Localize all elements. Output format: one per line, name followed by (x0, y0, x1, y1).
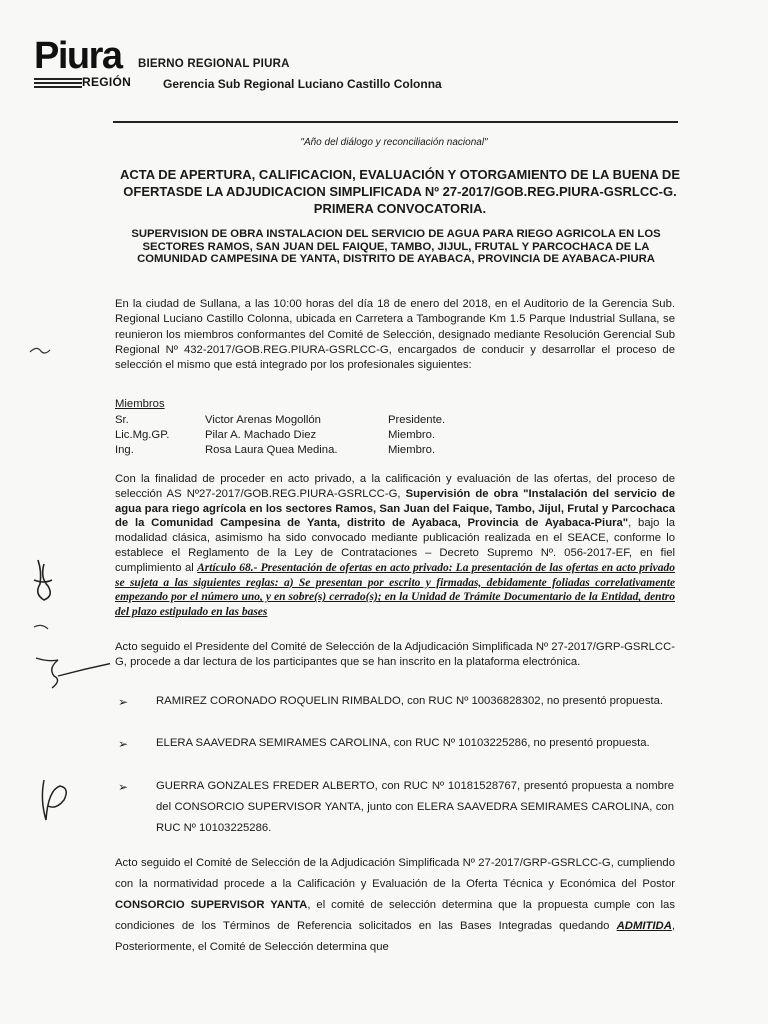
initial-mark (30, 348, 50, 353)
logo-wordmark: Piura (34, 35, 122, 77)
admitted-status: ADMITIDA (616, 920, 672, 932)
evaluation-text-cont: , el comité de selección determina que la propuesta cumple con las condiciones de los Términos de Referencia solicitados en las Bases Integradas quedando (115, 899, 675, 932)
arrow-bullet-icon: ➢ (118, 780, 129, 794)
member-title: Ing. (115, 444, 134, 456)
evaluation-text: Acto seguido el Comité de Selección de la Adjudicación Simplificada Nº 27-2017/GRP-GSRLCC-G, cumpliendo con la normatividad procede a la Calificación y Evaluación de la Oferta Técnica y Económica del Postor (115, 857, 675, 890)
member-role: Miembro. (388, 444, 436, 456)
signature-mark (36, 658, 110, 688)
article-68-citation: Artículo 68.- Presentación de ofertas en acto privado: La presentación de las ofertas en acto privado se sujeta a las siguientes reglas: a) Se presentan por escrito y firmadas, debidamente foliadas correlativamente empezando por el número uno, y en sobre(s) cerrado(s); en la Unidad de Trámite Documentario de la Entidad, dentro del plazo estipulado en las bases (115, 561, 676, 619)
purpose-text-cont: , bajo la modalidad clásica, asimismo ha sido convocado mediante publicación realizada en el SEACE, conforme lo establece el Reglamento de la Ley de Contrataciones – Decreto Supremo Nº. 056-2017-EF, en fiel cumplimiento al (115, 517, 675, 574)
project-name: Supervisión de obra "Instalación del servicio de agua para riego agrícola en los sectores Ramos, San Juan del Faique, Tambo, Jijul, Frutal y Parcochaca de la Comunidad Campesina de Yanta, distrito de Ayabaca, Provincia de Ayabaca-Piura" (115, 487, 676, 530)
signature-mark (42, 780, 66, 820)
member-name: Victor Arenas Mogollón (205, 414, 321, 426)
evaluation-text-end: , Posteriormente, el Comité de Selección determina que (115, 920, 675, 953)
participant-text: ELERA SAAVEDRA SEMIRAMES CAROLINA, con RUC Nº 10103225286, no presentó propuesta. (156, 737, 650, 749)
member-title: Sr. (115, 414, 129, 426)
purpose-paragraph (115, 472, 675, 620)
arrow-bullet-icon: ➢ (118, 695, 129, 709)
purpose-text: Con la finalidad de proceder en acto privado, a la calificación y evaluación de las ofertas, del proceso de selección AS Nº27-2017/GOB.REG.PIURA-GSRLCC-G, (115, 473, 675, 500)
member-row (115, 414, 515, 429)
member-role: Presidente. (388, 414, 446, 426)
arrow-bullet-icon: ➢ (118, 737, 129, 751)
bidder-name: CONSORCIO SUPERVISOR YANTA (115, 899, 308, 911)
document-subtitle: SUPERVISION DE OBRA INSTALACION DEL SERVICIO DE AGUA PARA RIEGO AGRICOLA EN LOS SECTORES RAMOS, SAN JUAN DEL FAIQUE, TAMBO, JIJUL, FRUTAL Y PARCOCHACA DE LA COMUNIDAD CAMPESINA DE YANTA, DISTRITO DE AYABACA, PROVINCIA DE AYABACA-PIURA (131, 228, 661, 265)
year-motto: "Año del diálogo y reconciliación nacional" (300, 137, 488, 148)
member-row (115, 429, 515, 444)
sub-office-name: Gerencia Sub Regional Luciano Castillo Colonna (163, 77, 442, 91)
signature-mark (34, 560, 52, 600)
header-divider (113, 121, 678, 123)
handwritten-initials (0, 0, 110, 1024)
member-row (115, 444, 515, 459)
evaluation-paragraph (115, 853, 675, 958)
member-title: Lic.Mg.GP. (115, 429, 170, 441)
logo-region-label: REGIÓN (82, 75, 132, 89)
opening-paragraph: En la ciudad de Sullana, a las 10:00 horas del día 18 de enero del 2018, en el Auditorio de la Gerencia Sub. Regional Luciano Castillo Colonna, ubicada en Carretera a Tambogrande Km 1.5 Parque Industrial Sullana, se reunieron los miembros conformantes del Comité de Selección, designado mediante Resolución Gerencial Sub Regional Nº 432-2017/GOB.REG.PIURA-GSRLCC-G, encargados de conducir y desarrollar el proceso de selección el mismo que está integrado por los profesionales siguientes: (115, 298, 675, 372)
members-heading: Miembros (115, 398, 165, 410)
participant-text: RAMIREZ CORONADO ROQUELIN RIMBALDO, con RUC Nº 10036828302, no presentó propuesta. (156, 695, 664, 707)
participant-text: GUERRA GONZALES FREDER ALBERTO, con RUC Nº 10181528767, presentó propuesta a nombre del CONSORCIO SUPERVISOR YANTA, junto con ELERA SAAVEDRA SEMIRAMES CAROLINA, con RUC Nº 10103225286. (156, 780, 674, 834)
member-role: Miembro. (388, 429, 436, 441)
member-name: Rosa Laura Quea Medina. (205, 444, 338, 456)
participants-intro: Acto seguido el Presidente del Comité de Selección de la Adjudicación Simplificada Nº 27-2017/GRP-GSRLCC-G, procede a dar lectura de los participantes que se han inscrito en la plataforma electrónica. (115, 641, 675, 669)
organization-name: BIERNO REGIONAL PIURA (138, 58, 290, 70)
member-name: Pilar A. Machado Diez (205, 429, 317, 441)
document-title: ACTA DE APERTURA, CALIFICACION, EVALUACIÓN Y OTORGAMIENTO DE LA BUENA DE OFERTASDE LA ADJUDICACION SIMPLIFICADA Nº 27-2017/GOB.REG.PIURA-GSRLCC-G. PRIMERA CONVOCATORIA. (120, 167, 680, 216)
dash-mark (34, 625, 48, 629)
